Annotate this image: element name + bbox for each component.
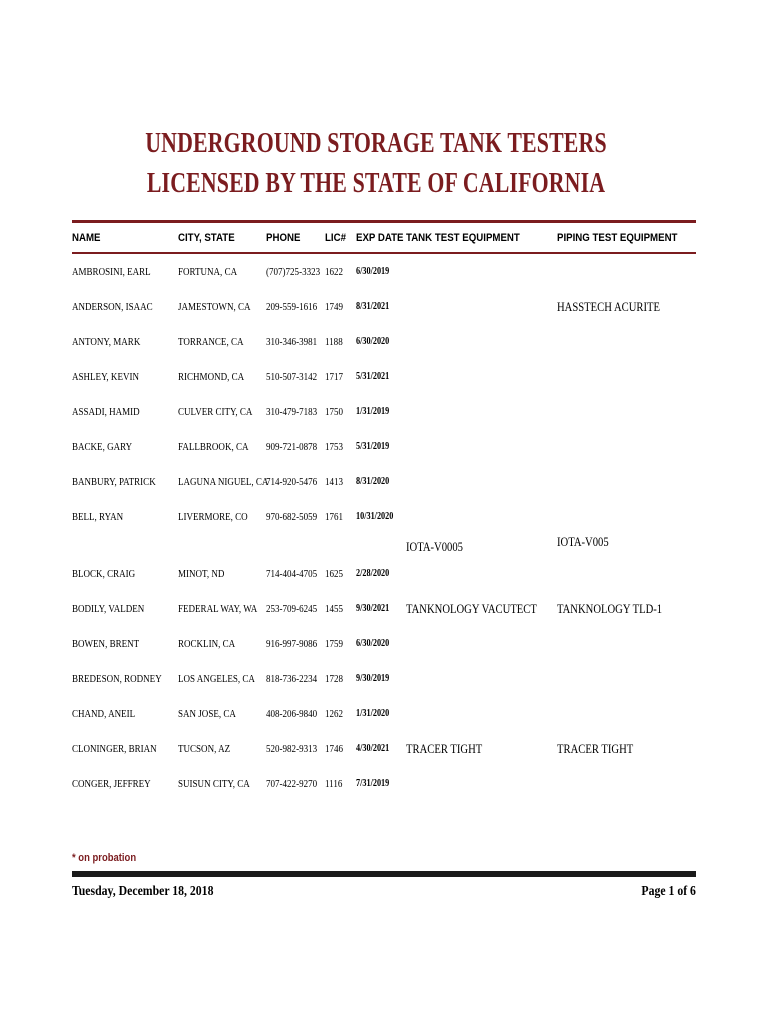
cell-city-state: LOS ANGELES, CA bbox=[178, 673, 255, 685]
report-title-line-1: UNDERGROUND STORAGE TANK TESTERS bbox=[145, 128, 607, 159]
header-bottom-rule bbox=[72, 252, 696, 254]
cell-piping-equipment: TANKNOLOGY TLD-1 bbox=[557, 602, 663, 616]
cell-lic: 1413 bbox=[325, 476, 344, 488]
column-header-piping-equipment: PIPING TEST EQUIPMENT bbox=[557, 232, 678, 244]
cell-phone: 916-997-9086 bbox=[266, 638, 318, 650]
cell-lic: 1759 bbox=[325, 638, 344, 650]
cell-phone: 209-559-1616 bbox=[266, 301, 318, 313]
cell-piping-equipment: TRACER TIGHT bbox=[557, 742, 634, 756]
cell-phone: 707-422-9270 bbox=[266, 778, 318, 790]
cell-tank-equipment: TRACER TIGHT bbox=[406, 742, 483, 756]
cell-city-state: ROCKLIN, CA bbox=[178, 638, 236, 650]
cell-exp-date: 2/28/2020 bbox=[356, 568, 390, 579]
column-header-name: NAME bbox=[72, 232, 101, 244]
cell-exp-date: 5/31/2019 bbox=[356, 441, 390, 452]
column-header-tank-equipment: TANK TEST EQUIPMENT bbox=[406, 232, 520, 244]
cell-phone: 510-507-3142 bbox=[266, 371, 318, 383]
cell-lic: 1188 bbox=[325, 336, 343, 348]
cell-city-state: SAN JOSE, CA bbox=[178, 708, 236, 720]
cell-name: CLONINGER, BRIAN bbox=[72, 743, 157, 755]
cell-phone: 310-346-3981 bbox=[266, 336, 318, 348]
report-title-line-2: LICENSED BY THE STATE OF CALIFORNIA bbox=[146, 168, 606, 199]
cell-phone: 310-479-7183 bbox=[266, 406, 318, 418]
cell-exp-date: 7/31/2019 bbox=[356, 778, 390, 789]
cell-phone: 253-709-6245 bbox=[266, 603, 318, 615]
cell-name: ASSADI, HAMID bbox=[72, 406, 140, 418]
cell-exp-date: 4/30/2021 bbox=[356, 743, 390, 754]
cell-name: BACKE, GARY bbox=[72, 441, 133, 453]
cell-phone: (707)725-3323 bbox=[266, 266, 321, 278]
cell-city-state: SUISUN CITY, CA bbox=[178, 778, 250, 790]
cell-phone: 520-982-9313 bbox=[266, 743, 318, 755]
cell-lic: 1717 bbox=[325, 371, 344, 383]
cell-phone: 408-206-9840 bbox=[266, 708, 318, 720]
column-header-city-state: CITY, STATE bbox=[178, 232, 235, 244]
cell-phone: 818-736-2234 bbox=[266, 673, 318, 685]
cell-exp-date: 10/31/2020 bbox=[356, 511, 394, 522]
cell-lic: 1455 bbox=[325, 603, 344, 615]
footer-rule bbox=[72, 871, 696, 877]
cell-name: BODILY, VALDEN bbox=[72, 603, 145, 615]
cell-exp-date: 6/30/2020 bbox=[356, 638, 390, 649]
cell-city-state: TUCSON, AZ bbox=[178, 743, 231, 755]
cell-exp-date: 8/31/2020 bbox=[356, 476, 390, 487]
cell-lic: 1116 bbox=[325, 778, 343, 790]
header-top-rule bbox=[72, 220, 696, 223]
cell-tank-equipment: TANKNOLOGY VACUTECT bbox=[406, 602, 537, 616]
report-date: Tuesday, December 18, 2018 bbox=[72, 884, 214, 899]
cell-lic: 1749 bbox=[325, 301, 344, 313]
cell-phone: 970-682-5059 bbox=[266, 511, 318, 523]
cell-phone: 714-920-5476 bbox=[266, 476, 318, 488]
cell-lic: 1746 bbox=[325, 743, 344, 755]
cell-exp-date: 1/31/2020 bbox=[356, 708, 390, 719]
cell-name: AMBROSINI, EARL bbox=[72, 266, 151, 278]
cell-name: ASHLEY, KEVIN bbox=[72, 371, 139, 383]
cell-name: BREDESON, RODNEY bbox=[72, 673, 162, 685]
cell-city-state: JAMESTOWN, CA bbox=[178, 301, 251, 313]
cell-city-state: MINOT, ND bbox=[178, 568, 225, 580]
cell-piping-equipment: IOTA-V005 bbox=[557, 535, 609, 549]
cell-name: BELL, RYAN bbox=[72, 511, 124, 523]
cell-exp-date: 6/30/2020 bbox=[356, 336, 390, 347]
cell-lic: 1761 bbox=[325, 511, 344, 523]
cell-exp-date: 9/30/2019 bbox=[356, 673, 390, 684]
cell-exp-date: 1/31/2019 bbox=[356, 406, 390, 417]
cell-name: CHAND, ANEIL bbox=[72, 708, 136, 720]
cell-lic: 1753 bbox=[325, 441, 344, 453]
cell-tank-equipment: IOTA-V0005 bbox=[406, 540, 463, 554]
cell-name: ANTONY, MARK bbox=[72, 336, 141, 348]
cell-city-state: FEDERAL WAY, WA bbox=[178, 603, 258, 615]
cell-piping-equipment: HASSTECH ACURITE bbox=[557, 300, 661, 314]
column-header-exp-date: EXP DATE bbox=[356, 232, 404, 244]
cell-city-state: LAGUNA NIGUEL, CA bbox=[178, 476, 269, 488]
cell-lic: 1622 bbox=[325, 266, 344, 278]
cell-phone: 909-721-0878 bbox=[266, 441, 318, 453]
cell-city-state: LIVERMORE, CO bbox=[178, 511, 248, 523]
cell-lic: 1262 bbox=[325, 708, 344, 720]
column-header-lic: LIC# bbox=[325, 232, 346, 244]
cell-phone: 714-404-4705 bbox=[266, 568, 318, 580]
cell-city-state: RICHMOND, CA bbox=[178, 371, 245, 383]
probation-footnote: * on probation bbox=[72, 852, 137, 864]
cell-lic: 1625 bbox=[325, 568, 344, 580]
cell-name: BLOCK, CRAIG bbox=[72, 568, 136, 580]
cell-city-state: FORTUNA, CA bbox=[178, 266, 238, 278]
cell-exp-date: 8/31/2021 bbox=[356, 301, 390, 312]
cell-name: BANBURY, PATRICK bbox=[72, 476, 156, 488]
cell-name: BOWEN, BRENT bbox=[72, 638, 140, 650]
column-header-phone: PHONE bbox=[266, 232, 301, 244]
cell-lic: 1750 bbox=[325, 406, 344, 418]
cell-exp-date: 6/30/2019 bbox=[356, 266, 390, 277]
cell-exp-date: 9/30/2021 bbox=[356, 603, 390, 614]
cell-city-state: FALLBROOK, CA bbox=[178, 441, 249, 453]
cell-name: CONGER, JEFFREY bbox=[72, 778, 151, 790]
cell-city-state: TORRANCE, CA bbox=[178, 336, 244, 348]
page-number: Page 1 of 6 bbox=[641, 884, 696, 899]
cell-name: ANDERSON, ISAAC bbox=[72, 301, 153, 313]
cell-exp-date: 5/31/2021 bbox=[356, 371, 390, 382]
cell-lic: 1728 bbox=[325, 673, 344, 685]
cell-city-state: CULVER CITY, CA bbox=[178, 406, 253, 418]
